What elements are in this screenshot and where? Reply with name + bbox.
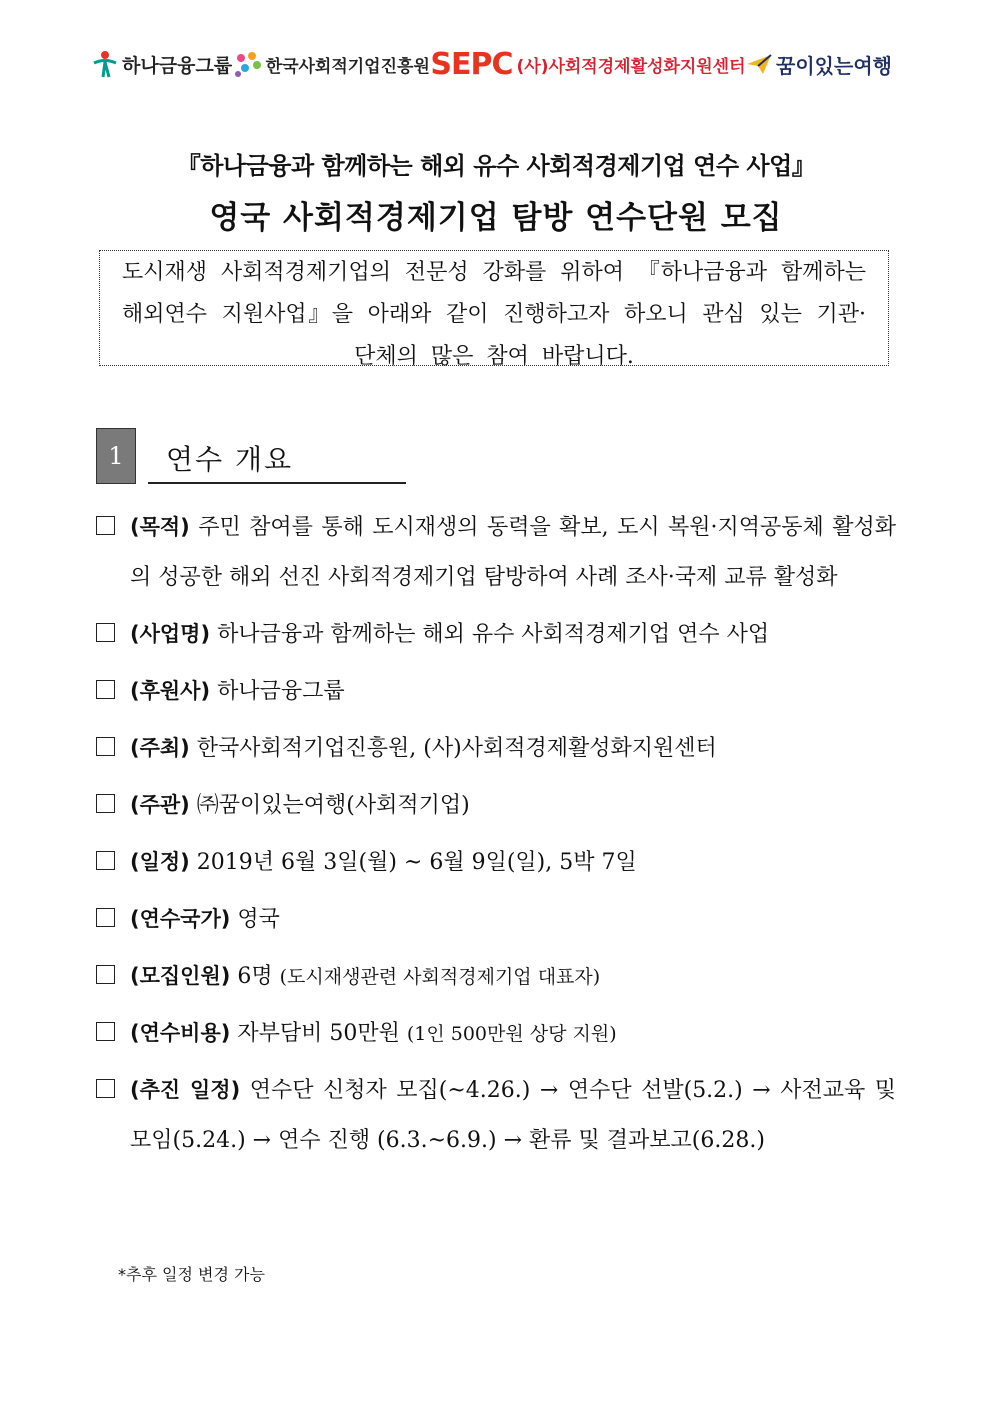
item-text: 하나금융과 함께하는 해외 유수 사회적경제기업 연수 사업 <box>217 622 770 647</box>
item-label: (추진 일정) <box>130 1078 241 1102</box>
list-item <box>96 780 896 831</box>
item-text: 2019년 6월 3일(월) ~ 6월 9일(일), 5박 7일 <box>196 850 637 875</box>
overview-list <box>96 502 896 1172</box>
checkbox-square-icon <box>96 794 115 813</box>
item-text: 연수단 신청자 모집(~4.26.) → 연수단 선발(5.2.) → 사전교육 및 모임(5.24.) → 연수 진행 (6.3.~6.9.) → 환류 및 결과보고(6.28.) <box>130 1078 897 1153</box>
list-item <box>96 502 896 603</box>
sepc-logo-text: (사)사회적경제활성화지원센터 <box>516 56 746 77</box>
kose-logo <box>233 50 430 78</box>
dream-travel-logo <box>746 50 892 79</box>
item-text: ㈜꿈이있는여행(사회적기업) <box>196 793 470 818</box>
section-underline <box>148 482 406 484</box>
section-number: 1 <box>96 428 136 484</box>
section-title: 연수 개요 <box>166 443 294 476</box>
hana-logo-icon <box>92 50 118 78</box>
item-note: (1인 500만원 상당 지원) <box>406 1023 617 1045</box>
item-text: 영국 <box>237 907 280 932</box>
item-label: (목적) <box>130 515 190 539</box>
item-label: (후원사) <box>130 679 211 703</box>
footnote: *추후 일정 변경 가능 <box>118 1265 265 1284</box>
document-subtitle: 『하나금융과 함께하는 해외 유수 사회적경제기업 연수 사업』 <box>176 152 816 180</box>
checkbox-square-icon <box>96 908 115 927</box>
item-text: 자부담비 50만원 <box>237 1021 400 1046</box>
list-item <box>96 951 896 1002</box>
sepc-mark: SEPC <box>430 46 513 82</box>
kose-logo-icon <box>233 50 263 78</box>
paper-plane-icon <box>746 53 772 75</box>
item-text: 한국사회적기업진흥원, (사)사회적경제활성화지원센터 <box>196 736 717 761</box>
intro-box <box>99 250 889 369</box>
document-title: 영국 사회적경제기업 탐방 연수단원 모집 <box>209 200 783 236</box>
dream-travel-logo-text: 꿈이있는여행 <box>776 53 892 78</box>
list-item <box>96 666 896 717</box>
item-label: (주최) <box>130 736 190 760</box>
item-text: 6명 <box>237 964 273 989</box>
checkbox-square-icon <box>96 737 115 756</box>
item-text: 주민 참여를 통해 도시재생의 동력을 확보, 도시 복원·지역공동체 활성화의 성공한 해외 선진 사회적경제기업 탐방하여 사례 조사·국제 교류 활성화 <box>130 515 896 590</box>
item-label: (모집인원) <box>130 964 231 988</box>
checkbox-square-icon <box>96 1079 115 1098</box>
intro-text: 도시재생 사회적경제기업의 전문성 강화를 위하여 『하나금융과 함께하는 해외연수 지원사업』을 아래와 같이 진행하고자 하오니 관심 있는 기관·단체의 많은 참여 바랍니다. <box>122 260 866 369</box>
item-label: (연수국가) <box>130 907 231 931</box>
list-item <box>96 837 896 888</box>
kose-logo-text: 한국사회적기업진흥원 <box>265 56 430 77</box>
checkbox-square-icon <box>96 1022 115 1041</box>
item-label: (연수비용) <box>130 1021 231 1045</box>
list-item <box>96 1008 896 1059</box>
item-label: (주관) <box>130 793 190 817</box>
logo-bar <box>92 46 892 82</box>
list-item <box>96 1065 896 1166</box>
checkbox-square-icon <box>96 851 115 870</box>
checkbox-square-icon <box>96 516 115 535</box>
checkbox-square-icon <box>96 623 115 642</box>
checkbox-square-icon <box>96 965 115 984</box>
item-label: (사업명) <box>130 622 211 646</box>
hana-logo <box>92 50 232 78</box>
list-item <box>96 894 896 945</box>
item-text: 하나금융그룹 <box>217 679 345 704</box>
list-item <box>96 723 896 774</box>
section-header <box>96 428 416 486</box>
sepc-logo <box>430 47 745 82</box>
hana-logo-text: 하나금융그룹 <box>122 54 233 77</box>
checkbox-square-icon <box>96 680 115 699</box>
item-note: (도시재생관련 사회적경제기업 대표자) <box>279 966 601 988</box>
item-label: (일정) <box>130 850 190 874</box>
list-item <box>96 609 896 660</box>
